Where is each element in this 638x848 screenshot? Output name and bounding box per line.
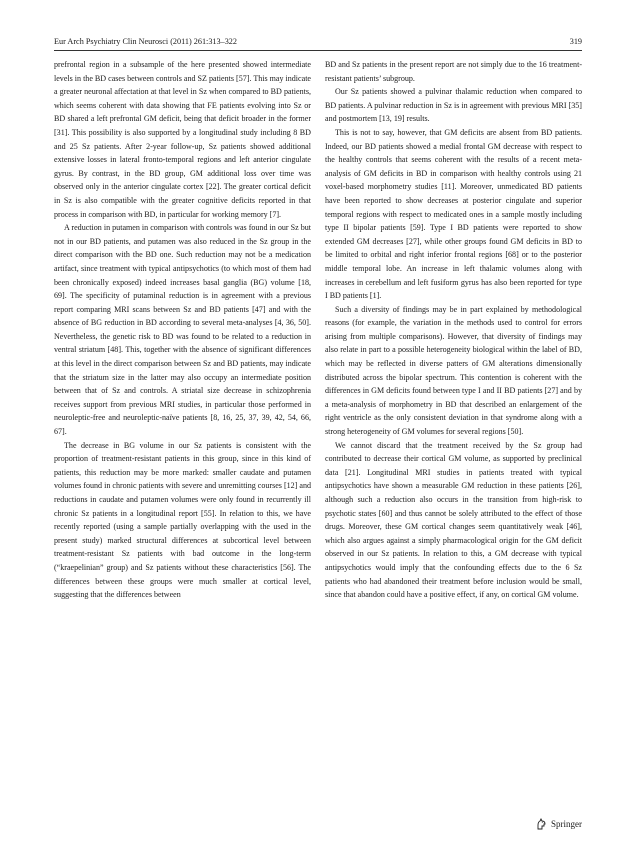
springer-horse-icon [536,818,547,830]
paragraph: BD and Sz patients in the present report are not simply due to the 16 treatment-resistant patients’ subgroup. [325,60,582,83]
right-column [325,58,582,602]
journal-citation: Eur Arch Psychiatry Clin Neurosci (2011) 261:313–322 [54,36,237,46]
running-header [54,34,582,48]
paragraph: The decrease in BG volume in our Sz patients is consistent with the proportion of treatment-resistant patients in this group, since in this kind of patients, this reduction may be more marked: smaller caudate and putamen volumes found in chronic patients with severe and unremitting courses [12] and reductions in caudate and putamen volumes were only found in recurrently ill chronic Sz patients in a longitudinal report [55]. In relation to this, we have recently reported (using a sample partially overlapping with the used in the present study) marked structural differences at subcortical level between treatment-resistant Sz patients with bad outcome in the long-term (“kraepelinian” group) and Sz patients without these characteristics [56]. The differences between these groups were much smaller at cortical level, suggesting that the differences between [54,440,311,600]
left-column [54,58,311,602]
paragraph: Such a diversity of findings may be in part explained by methodological reasons (for example, the variation in the methods used to control for errors arising from multiple comparisons). However, that diversity of findings may also relate in part to a possible heterogeneity biological within the label of BD, which may be reflected in diverse patters of GM alterations dimensionally distributed across the bipolar spectrum. This contention is coherent with the differences in GM deficits found between type I and II BD patients [27] and by a meta-analysis of morphometry in BD that described an enlargement of the right ventricle as the only consistent deviation in that syndrome along with a strong heterogeneity of GM volumes for several regions [50]. [325,304,582,437]
header-rule [54,50,582,51]
paragraph: Our Sz patients showed a pulvinar thalamic reduction when compared to BD patients. A pulvinar reduction in Sz is in agreement with previous MRI [35] and postmortem [13, 19] results. [325,87,582,124]
paragraph: We cannot discard that the treatment received by the Sz group had contributed to decrease their cortical GM volume, as supported by preclinical data [21]. Longitudinal MRI studies in patients treated with typical antipsychotics have shown a measurable GM reduction in these patients [26], although such a reduction also occurs in the transition from high-risk to psychotic states [60] and thus cannot be solely attributed to the effect of those drugs. Moreover, these GM cortical changes seem quantitatively weak [46], which also argues against a simply pharmacological origin for the GM deficit observed in our Sz patients. In relation to this, a GM decrease with typical antipsychotics would imply that the confounding effects due to the 6 Sz patients who had abandoned their treatment before inclusion would be small, since that abandon could have a positive effect, if any, on cortical GM volume. [325,440,582,600]
publisher-footer [536,818,582,830]
publisher-name: Springer [551,819,582,829]
paragraph: prefrontal region in a subsample of the here presented showed intermediate levels in the BD cases between controls and SZ patients [57]. This may indicate a greater neuronal affectation at that level in Sz when compared to BD patients, which seems coherent with data showing that FE patients evolving into Sz or BD shared a left prefrontal GM deficit, being that deficit broader in the former [31]. This possibility is also supported by a longitudinal study including 8 BD and 25 Sz patients. After 2-year follow-up, Sz patients showed additional extensive losses in lateral fronto-temporal regions and left anterior cingulate gyrus. By contrast, in the BD group, GM additional loss over time was observed only in the anterior cingulate cortex [22]. The greater cortical deficit in Sz is also compatible with the greater cognitive deficits reported in that process in comparison with BD, in particular for working memory [7]. [54,60,311,219]
paragraph: This is not to say, however, that GM deficits are absent from BD patients. Indeed, our BD patients showed a medial frontal GM decrease with respect to the healthy controls that seems coherent with the results of a recent meta-analysis of GM deficits in BD in comparison with healthy controls using 21 voxel-based morphometry studies [11]. Moreover, unmedicated BD patients have been reported to show decreases at posterior cingulate and superior temporal regions with respect to medicated ones in a sample mostly including type II bipolar patients [59]. Type I BD patients were reported to show extended GM decreases [27], while other groups found GM deficits in BD to be limited to orbital and right inferior frontal regions [68] or to the posterior middle temporal lobe. An increase in left thalamic volumes along with increases in cerebellum and left fusiform gyrus has also been reported for type I BD patients [1]. [325,127,582,301]
page-number: 319 [569,36,582,46]
paragraph: A reduction in putamen in comparison with controls was found in our Sz but not in our BD patients, and putamen was also reduced in the Sz group in the direct comparison with the BD one. Such reduction may not be a medication artifact, since treatment with typical antipsychotics (to which most of them had been chronically exposed) indeed increases basal ganglia (BG) volume [18, 69]. The specificity of putaminal reduction is in agreement with a previous report comparing MRI scans between Sz and BD patients [47] and with the absence of BG reduction in BD according to several meta-analyses [4, 36, 50]. Nevertheless, the genetic risk to BD was found to be related to a reduction in ventral striatum [48]. This, together with the absence of significant differences at this level in the direct comparison between Sz and BD patients, may indicate that the striatum size in the latter may also occupy an intermediate position between that of Sz and controls. A striatal size decrease in schizophrenia receives support from previous MRI studies, in particular those performed in neuroleptic-free and neuroleptic-naïve patients [8, 16, 25, 37, 39, 42, 54, 66, 67]. [54,223,311,437]
